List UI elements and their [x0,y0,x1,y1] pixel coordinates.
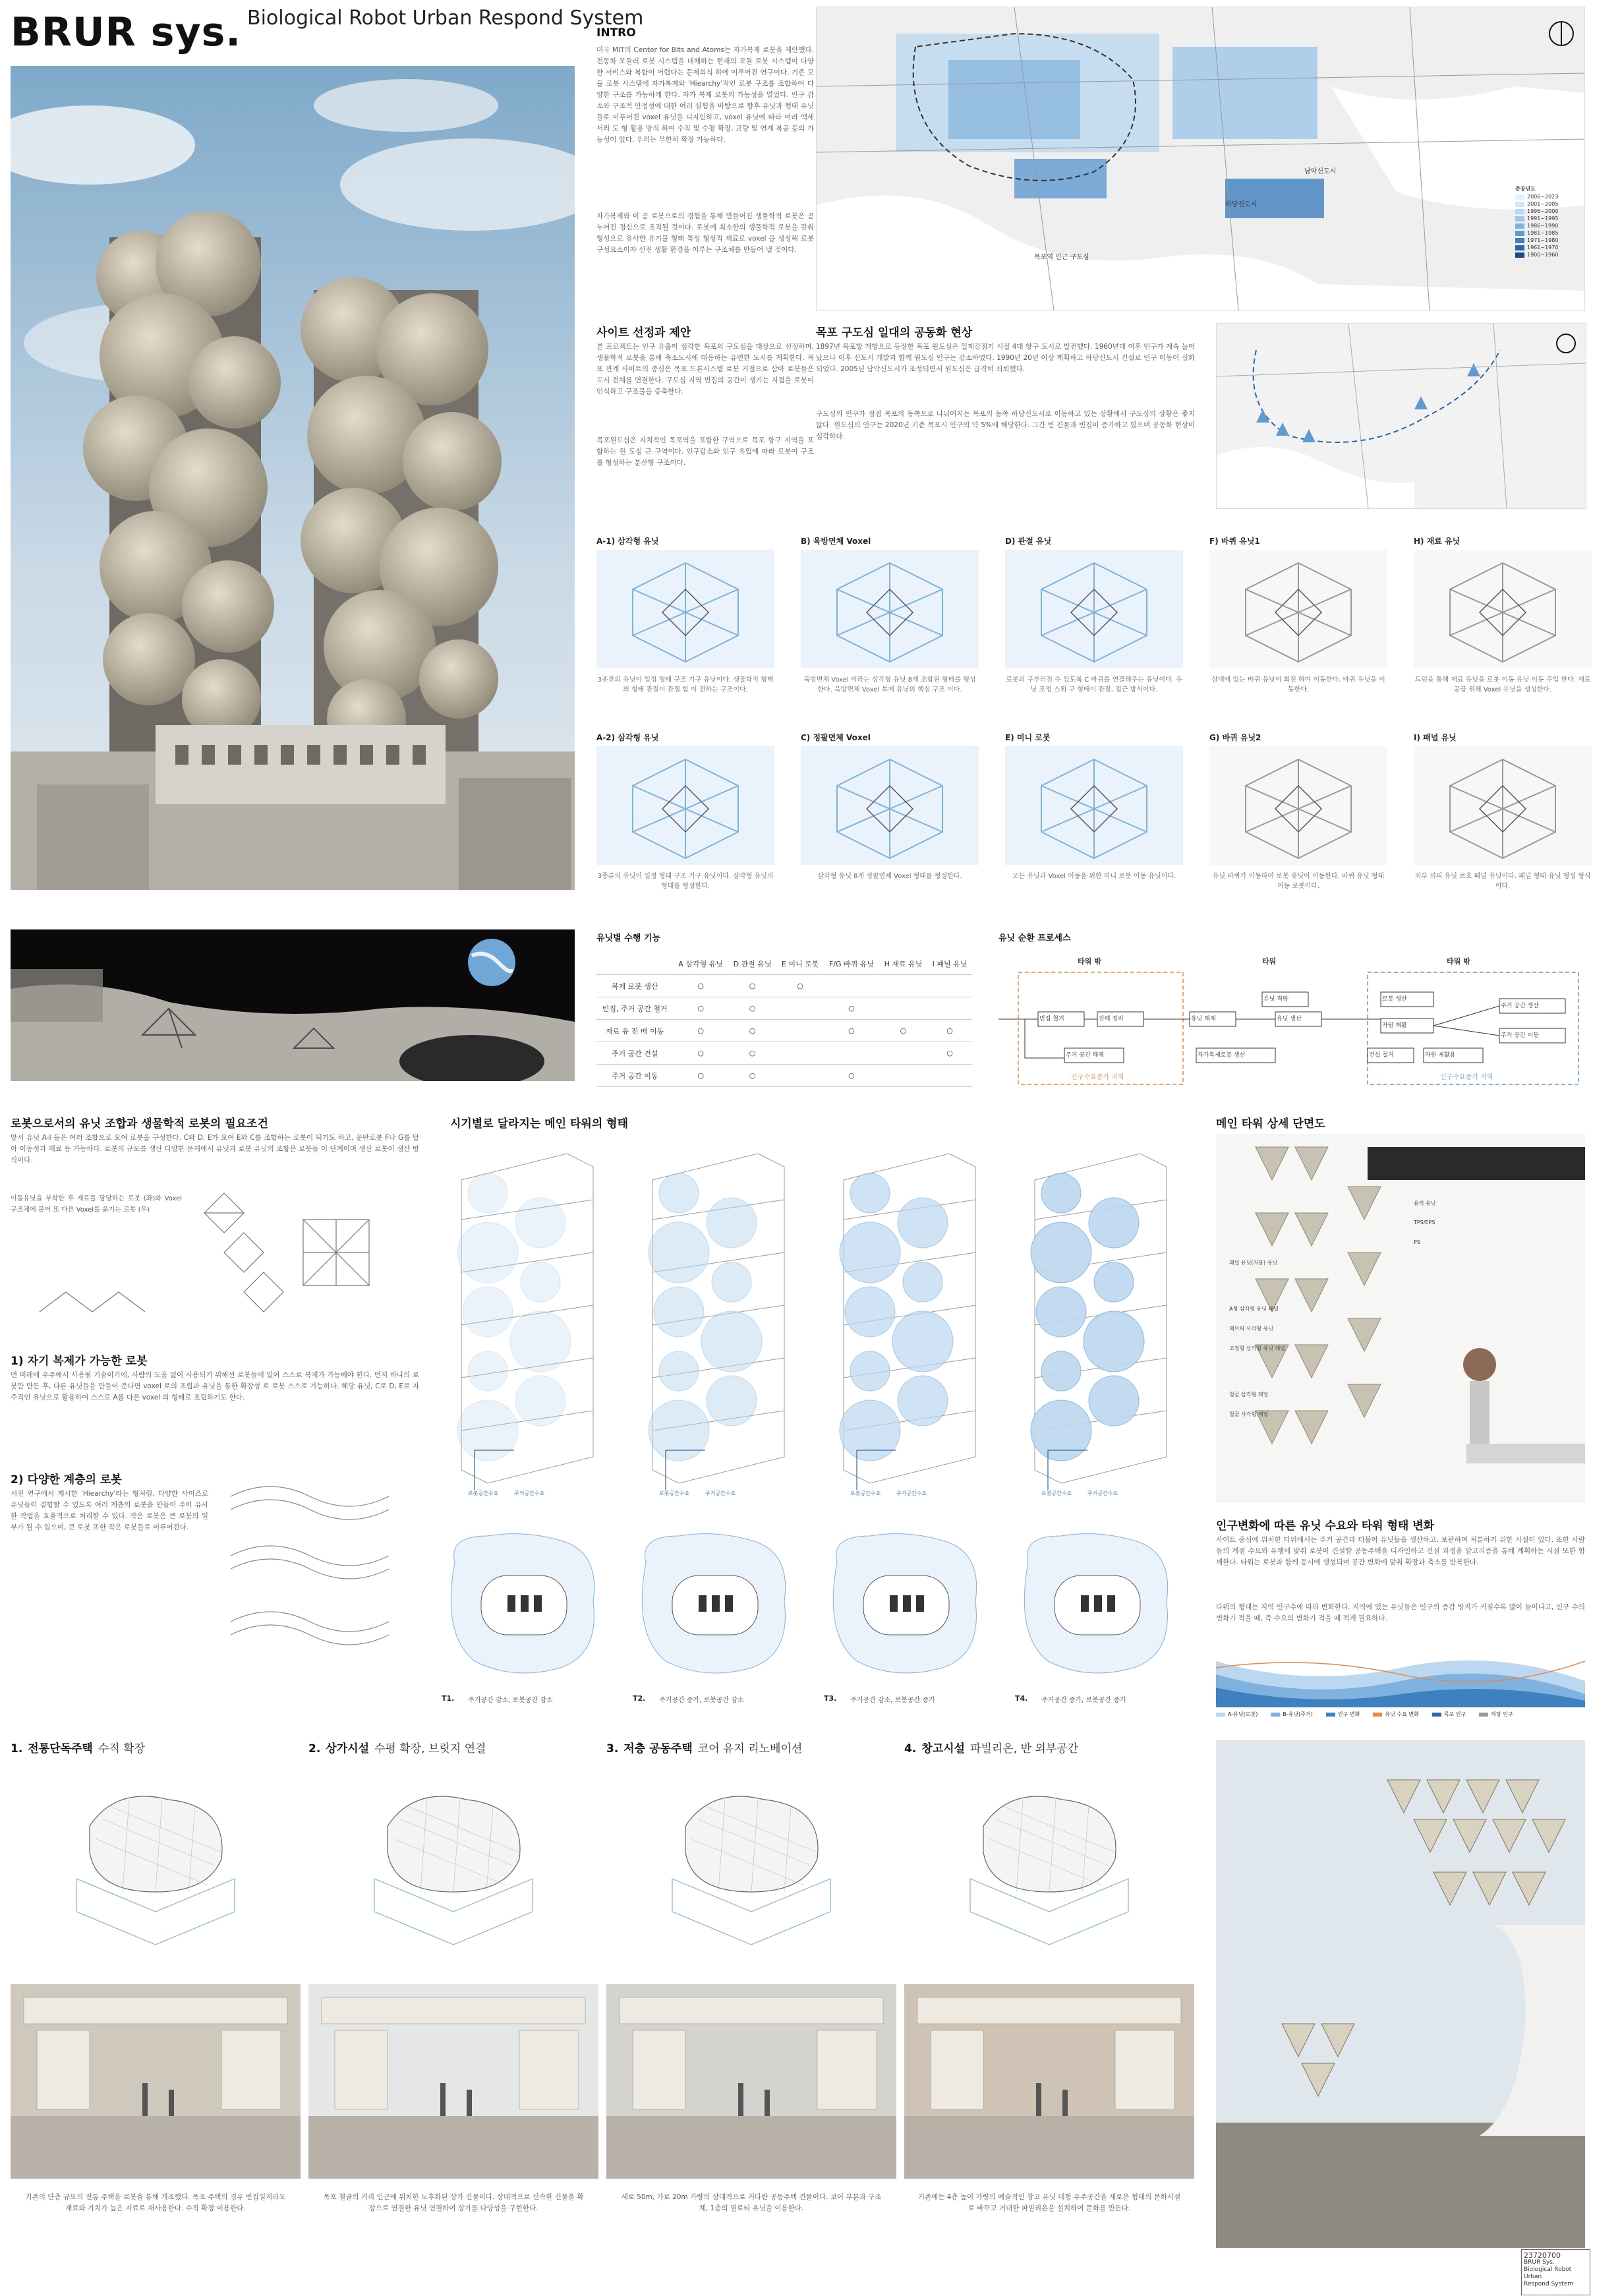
section-label: 철골 사각형 패널 [1229,1411,1269,1417]
robot-t1: 먼 미래에 우주에서 사용될 기술이기에, 사람의 도움 없이 사용되기 위해선 로봇들에 있어 스스로 복제가 가능해야 한다. 먼저 하나의 로봇만 만든 후, 다른 유닛들을 만들어 준다면 voxel 로의 조립과 유닛을 통한 확장성 로 로봇 스스로 가능하다. 해당 유닛, C로 D, E로 자주적인 유닛으로 활용하여 스스로 A를 다른 voxel 의 형태로 조립하기도 한다. [11,1371,419,1401]
map-legend-swatch [1515,252,1524,258]
unit-table-cell: 빈집, 주거 공간 철거 [596,997,673,1020]
demand-legend-swatch [1216,1713,1225,1717]
unit-caption-e: 모든 유닛과 Voxel 이동을 위한 미니 로봇 이동 유닛이다. [1012,873,1176,880]
unit-table-cell: 주거 공간 건설 [596,1042,673,1065]
unit-label-a1: A-1) 삼각형 유닛 [596,537,659,546]
map-label-old: 목포역 인근 구도심 [1034,254,1089,261]
mokpo-heading: 목포 구도심 일대의 공동화 현상 [816,326,973,339]
demand-legend-label: B-유닛(주거) [1283,1711,1313,1717]
demand-legend-item [1432,1711,1466,1718]
interior-photo-svg [904,1984,1194,2179]
unit-table-header-cell: F/G 바퀴 유닛 [824,953,879,975]
unit-table-cell: ○ [728,997,776,1020]
tower-axis-a: 로봇공간수요 [850,1490,881,1496]
map-legend-label: 1991~1995 [1527,216,1559,221]
section-label: A형 삼각형 유닛 패널 [1229,1306,1279,1312]
unit-table-cell: ○ [728,1042,776,1065]
moon-render [11,929,575,1081]
unit-label-b: B) 육방면체 Voxel [801,537,871,546]
unit-table-cell: ○ [728,1065,776,1087]
unit-table-cell [927,997,972,1020]
unit-table-cell [879,975,927,997]
process-note-right: 인구수요증가 지역 [1440,1074,1493,1081]
map-legend-swatch [1515,223,1524,229]
tower-plan-svg [1008,1523,1186,1688]
map-legend-label: 1961~1970 [1527,245,1559,250]
map-legend-label: 1986~1990 [1527,223,1559,229]
map-legend-row [1515,223,1581,229]
tower-forms-heading: 시기별로 달라지는 메인 타워의 형태 [450,1117,629,1131]
unit-caption-a2: 3종류의 유닛이 일정 형태 구조 기구 유닛이다. 삼각형 유닛의 형태를 형성한다. [597,873,774,890]
map-legend-label: 1981~1985 [1527,230,1559,236]
map-legend [1515,185,1581,258]
unit-label-d: D) 관절 유닛 [1005,537,1052,546]
district-map-illustration [1217,324,1586,508]
unit-label-a2: A-2) 삼각형 유닛 [596,733,659,742]
demand-legend-swatch [1373,1713,1382,1717]
demand-legend-swatch [1326,1713,1335,1717]
unit-caption-b: 육방면체 Voxel 이라는 삼각형 유닛 8개 조합된 형태를 형성한다. 육방면체 Voxel 복제 유닛의 핵심 구조 이다. [803,676,976,693]
map-legend-row [1515,230,1581,236]
unit-drawing-svg [596,550,774,668]
unit-drawing-svg [801,746,979,865]
unit-table-header-row [596,953,972,975]
process-heading: 유닛 순환 프로세스 [998,933,1071,943]
process-mid-title: 타워 [1262,957,1277,966]
expansion-sub: 수직 확장 [98,1742,145,1755]
tower-stage-render [817,1140,995,1510]
expansion-header [308,1739,486,1755]
map-legend-swatch [1515,238,1524,243]
demand-legend-label: 인구 변화 [1337,1711,1360,1717]
facade-illustration [1216,1740,1585,2248]
map-legend-swatch [1515,245,1524,250]
interior-photo-caption: 세로 50m, 가로 20m 가량의 상대적으로 커다란 공동주택 건물이다. 코어 부분과 구조체, 1층의 필로티 유닛을 이용한다. [621,2193,882,2212]
unit-table-heading: 유닛별 수행 기능 [596,933,660,943]
unit-table-cell: ○ [927,1042,972,1065]
unit-table-cell: ○ [728,975,776,997]
tower-axis-b: 주거공간수요 [896,1490,927,1496]
process-node: 빈집 철거 [1039,1016,1064,1022]
unit-table-cell: ○ [824,997,879,1020]
unit-table-cell: ○ [824,1020,879,1042]
map-legend-label: 2001~2005 [1527,201,1559,207]
robot-diagram-2 [217,1470,428,1688]
process-node: 건설 철거 [1369,1052,1394,1059]
demand-legend-item [1271,1711,1313,1718]
map-legend-label: 1971~1980 [1527,237,1559,243]
expansion-sub: 파빌리온, 반 외부공간 [970,1742,1079,1755]
demand-legend-swatch [1271,1713,1280,1717]
expansion-drawing-svg [308,1760,598,1951]
map-legend-swatch [1515,209,1524,214]
interior-photo [11,1984,301,2179]
interior-photo-svg [11,1984,301,2179]
expansion-num: 2. [308,1742,321,1755]
tower-stage-code: T4. [1015,1694,1028,1703]
footer-line2: Biological Robot Urban [1524,2266,1572,2280]
expansion-drawing-svg [606,1760,896,1951]
section-label: 패브릭 사각형 유닛 [1229,1326,1273,1332]
interior-photo-svg [308,1984,598,2179]
expansion-title: 상가시설 [326,1742,369,1755]
map-legend-row [1515,208,1581,214]
tower-axis-b: 주거공간수요 [705,1490,736,1496]
tower-stage-svg [626,1140,804,1510]
unit-table-header-cell: H 재료 유닛 [879,953,927,975]
site-heading: 사이트 선정과 제안 [596,326,691,339]
unit-table-header-cell: A 삼각형 유닛 [673,953,728,975]
expansion-sub: 코어 유지 리노베이션 [697,1742,803,1755]
map-legend-swatch [1515,216,1524,221]
moon-illustration [11,929,575,1081]
unit-table-cell [776,1065,824,1087]
tower-stage-render [1008,1140,1186,1510]
unit-table-header-cell: D 관절 유닛 [728,953,776,975]
expansion-drawing-svg [11,1760,301,1951]
tower-stage-code: T1. [442,1694,455,1703]
expansion-drawing-svg [904,1760,1194,1951]
tower-axis-a: 로봇공간수요 [468,1490,499,1496]
unit-label-e: E) 미니 로봇 [1005,733,1051,742]
tower-stage-plan [626,1523,804,1688]
robot-heading: 로봇으로서의 유닛 조합과 생물학적 로봇의 필요조건 [11,1117,268,1131]
intro-text-2: 자가복제와 이 곧 로봇으로의 경험을 통해 만들어진 생물학적 로봇은 곧 누어진 정신으로 조직될 것이다. 로봇에 최소한의 생물학적 로봇을 갖춰 형성으로 유사한 유기물 형태 특성 형성적 재료로 voxel 을 생성해 로봇 구성요소이자 신진 생활 환경을 이루는 구조체를 만들어 낼 것이다. [596,212,814,254]
demand-legend-label: 하당 인구 [1491,1711,1513,1717]
tower-axis-b: 주거공간수요 [514,1490,545,1496]
process-node: 자가복제로봇 생산 [1198,1052,1246,1059]
unit-table-cell [776,997,824,1020]
unit-drawing-b [801,550,979,668]
demand-legend-label: A-유닛(로봇) [1228,1711,1258,1717]
footer-box [1521,2249,1590,2295]
demand-chart [1216,1648,1585,1707]
demand-text: 사이트 중심에 위치한 타워에서는 주거 공간과 더불어 유닛들을 생산하고, 보관하며 처분하기 위한 시설이 있다. 또한 사람들의 계절 수요와 유행에 맞춰 로봇이 건설할 공동주택을 디자인하고 건설 과정을 알고리즘을 통해 계획하는 시설 또한 함께한다. 타워는 로봇과 함께 동시에 생성되며 공간 변화에 맞춰 확장과 축소를 반복한다. [1216,1536,1585,1566]
process-node: 유닛 적량 [1263,996,1288,1003]
unit-caption-f: 삼대에 있는 바퀴 유닛이 회전 하며 이동한다. 바퀴 유닛을 이동한다. [1211,676,1385,693]
footer-line1: BRUR Sys. [1524,2259,1555,2266]
tower-plan-svg [626,1523,804,1688]
expansion-header [11,1739,145,1755]
unit-table-cell: ○ [879,1020,927,1042]
tower-stage-desc: 주거공간 증가, 로봇공간 감소 [659,1697,744,1704]
unit-table-header-cell [596,953,673,975]
demand-legend-swatch [1432,1713,1441,1717]
unit-label-h: H) 재료 유닛 [1414,537,1461,546]
unit-label-i: I) 패널 유닛 [1414,733,1457,742]
unit-caption-h: 드럼을 통해 재료 유닛을 로봇 이동 유닛 이동 주입 한다. 재료 공급 위해 Voxel 유닛을 생성한다. [1414,676,1591,693]
tower-stage-desc: 주거공간 증가, 로봇공간 증가 [1041,1697,1126,1704]
unit-drawing-i [1414,746,1592,865]
unit-drawing-svg [1005,746,1183,865]
unit-table-cell: 복제 로봇 생산 [596,975,673,997]
tower-stage-code: T2. [633,1694,646,1703]
map-legend-label: 2006~2023 [1527,194,1559,200]
unit-drawing-h [1414,550,1592,668]
interior-photo-svg [606,1984,896,2179]
process-diagram [998,953,1585,1091]
tower-stage-plan [1008,1523,1186,1688]
section-drawing [1216,1134,1585,1503]
map-legend-row [1515,201,1581,207]
unit-caption-i: 외부 외피 유닛 보호 패널 유닛이다. 패널 형태 유닛 형성 형식이다. [1414,873,1591,890]
unit-table-row [596,1042,972,1065]
demand-legend-item [1216,1711,1258,1718]
section-label: PS [1414,1239,1420,1245]
tower-stage-render [435,1140,613,1510]
process-right-title: 타워 밖 [1447,957,1470,966]
map-legend-label: 1900~1960 [1527,252,1559,258]
interior-photo [308,1984,598,2179]
expansion-drawing [606,1760,896,1951]
unit-drawing-svg [1209,746,1387,865]
unit-table-cell [879,997,927,1020]
robot-diagram-1 [26,1180,422,1332]
tower-plan-svg [817,1523,995,1688]
demand-text-2: 타워의 형태는 지역 인구수에 따라 변화한다. 지역에 있는 유닛들은 인구의 증감 방지가 커질수록 많이 늘어나고, 인구 수의 변화가 적을 때, 즉 수요의 변화가 적을 때 적게 필요하다. [1216,1603,1585,1622]
map-legend-row [1515,216,1581,221]
unit-table-header-cell: I 패널 유닛 [927,953,972,975]
interior-photo [904,1984,1194,2179]
robot-h1: 1) 자기 복제가 가능한 로봇 [11,1355,148,1368]
section-label: 유리 유닛 [1414,1200,1436,1206]
process-node: 주거 공간 생산 [1501,1003,1539,1009]
city-map [816,7,1585,311]
process-node: 주거 공간 해체 [1066,1052,1104,1059]
map-label-namak: 남악신도시 [1304,168,1337,175]
process-node: 유닛 해체 [1191,1016,1216,1022]
expansion-header [904,1739,1078,1755]
unit-table-cell: ○ [673,1020,728,1042]
unit-table-cell: ○ [673,975,728,997]
map-legend-label: 1996~2000 [1527,208,1559,214]
unit-table [596,953,972,1087]
mokpo-text-2: 구도심의 인구가 점점 목포의 동쪽으로 나뉘어지는 목포의 동쪽 하당신도시로 이동하고 있는 상황에서 구도심의 상황은 좋지 않다. 원도심의 인구는 2020년 기준 목포시 인구의 약 5%에 해당한다. 그간 빈 건물과 빈집이 증가하고 있으며 공동화 현상이 심각하다. [816,410,1195,440]
process-node: 로봇 생산 [1382,996,1407,1003]
tower-axis-b: 주거공간수요 [1087,1490,1118,1496]
robot-h2: 2) 다양한 계층의 로봇 [11,1473,122,1487]
expansion-header [606,1739,802,1755]
section-heading: 메인 타워 상세 단면도 [1216,1117,1325,1131]
section-label: 패널 유닛(지붕) 유닛 [1229,1260,1278,1266]
map-legend-row [1515,245,1581,250]
process-node: 유닛 생산 [1277,1016,1302,1022]
interior-photo-caption: 목포 철골의 거리 인근에 위치한 노후화된 상가 건물이다. 상대적으로 신속한 건물을 확장으로 연결한 유닛 연결하여 상가를 다양성을 구현한다. [323,2193,584,2212]
process-note-left: 인구수요증가 지역 [1071,1074,1124,1081]
interior-photo [606,1984,896,2179]
unit-drawing-svg [801,550,979,668]
robot-note: 이동유닛을 부착한 후 재료를 담당하는 로봇 (좌)와 Voxel 구조체에 붙어 또 다른 Voxel를 옮기는 로봇 (우) [11,1195,182,1214]
robot-diagram-1-svg [26,1180,422,1332]
unit-label-f: F) 바퀴 유닛1 [1209,537,1260,546]
section-label: 고정형 삼각형 유닛 패널 [1229,1345,1285,1351]
tower-stage-plan [435,1523,613,1688]
interior-photo-caption: 기존의 단층 규모의 전통 주택을 로봇을 통해 개조했다. 목조 주택의 경우 빈집일지라도 재료와 가치가 높은 자료로 재사용한다. 수직 확장 이용한다. [25,2193,286,2212]
unit-drawing-g [1209,746,1387,865]
poster-title: BRUR sys. [11,9,242,55]
unit-table-cell: ○ [728,1020,776,1042]
demand-legend [1216,1711,1585,1718]
expansion-drawing [308,1760,598,1951]
unit-table-row [596,997,972,1020]
unit-table-cell: ○ [673,1065,728,1087]
map-legend-title: 준공년도 [1515,186,1536,192]
unit-drawing-svg [1005,550,1183,668]
map-legend-swatch [1515,202,1524,207]
expansion-drawing [11,1760,301,1951]
unit-label-c: C) 정팔면체 Voxel [801,733,871,742]
process-node: 자원 재활용 [1425,1052,1456,1059]
robot-text: 앞서 유닛 A-I 등은 여러 조합으로 모여 로봇을 구성한다. C와 D, E가 모여 E와 C를 조합하는 로봇이 되기도 하고, 운반로봇 F나 G를 달아 이동성과 재료 등 가능하다. 로봇의 규모를 생산 다양한 문제에서 유닛과 로봇 유닛의 조합은 로봇들 이 단계이며 생산 로봇이 생산 방식이다. [11,1134,419,1164]
unit-drawing-d [1005,550,1183,668]
map-legend-swatch [1515,231,1524,236]
unit-drawing-svg [1414,550,1592,668]
process-node: 잔해 정리 [1099,1016,1124,1022]
tower-stage-render [626,1140,804,1510]
footer-code: 23720700 [1524,2251,1561,2260]
expansion-title: 전통단독주택 [28,1742,93,1755]
unit-caption-c: 삼각형 유닛 8개 정팔면체 Voxel 형태를 형성한다. [817,873,962,880]
tower-axis-a: 로봇공간수요 [659,1490,690,1496]
expansion-title: 창고시설 [921,1742,965,1755]
expansion-drawing [904,1760,1194,1951]
demand-legend-item [1326,1711,1360,1718]
tower-plan-svg [435,1523,613,1688]
unit-drawing-svg [1209,550,1387,668]
unit-drawing-svg [596,746,774,865]
unit-drawing-a1 [596,550,774,668]
expansion-num: 1. [11,1742,23,1755]
unit-drawing-a2 [596,746,774,865]
unit-table-cell [927,975,972,997]
unit-table-header-cell: E 미니 로봇 [776,953,824,975]
interior-photo-caption: 기존에는 4층 높이 가량의 예술적인 창고 유닛 대형 우주공간을 새로운 형태의 문화시설로 바꾸고 거대한 파빌리온을 설치하여 문화를 만든다. [917,2193,1181,2212]
unit-caption-d: 로봇의 구부러짐 수 있도록 C 바퀴를 연결해주는 유닛이다. 유닛 조정 스위 구 형태이 관절, 접근 방식이다. [1006,676,1182,693]
section-label: 철골 삼각형 패널 [1229,1392,1269,1398]
tower-stage-svg [817,1140,995,1510]
unit-caption-a1: 3종류의 유닛이 일정 형태 구조 기구 유닛이다. 생물학적 형태의 형태 관절이 관절 힘 이 전하는 구조이다. [597,676,774,693]
unit-table-cell: 주거 공간 이동 [596,1065,673,1087]
demand-legend-label: 유닛 수요 변화 [1385,1711,1419,1717]
tower-stage-svg [1008,1140,1186,1510]
unit-drawing-f [1209,550,1387,668]
intro-heading: INTRO [596,26,636,40]
robot-diagram-2-svg [217,1470,428,1688]
demand-chart-svg [1216,1648,1585,1707]
map-label-hadang: 하당신도시 [1225,201,1258,208]
unit-drawing-e [1005,746,1183,865]
expansion-sub: 수평 확장, 브릿지 연결 [374,1742,486,1755]
process-node: 자원 재활 [1382,1022,1407,1029]
poster-subtitle: Biological Robot Urban Respond System [247,7,644,30]
unit-drawing-svg [1414,746,1592,865]
demand-legend-swatch [1479,1713,1488,1717]
site-text: 본 프로젝트는 인구 유출이 심각한 목포의 구도심을 대상으로 선정하며, 생물학적 로봇을 통해 축소도시에 대응하는 유연한 도시를 계획한다. 목포 관계 사이트의 중심은 목포 드론시스템 로봇 거점으로 삼아 로봇들은 도시 전체를 연결한다. 구도심 지역 빈집의 공간이 생기는 지점을 로봇이 인식하고 구조물을 증축한다. [596,343,814,396]
demand-legend-item [1479,1711,1513,1718]
hero-tower-render [11,66,575,890]
unit-table-row [596,1065,972,1087]
map-legend-row [1515,237,1581,243]
facade-render [1216,1740,1585,2248]
demand-heading: 인구변화에 따른 유닛 수요와 타워 형태 변화 [1216,1519,1435,1533]
robot-t2: 서전 연구에서 제시한 'Hiearchy'라는 형처럼, 다양한 사이즈로 유닛들이 결합할 수 있도록 여러 계층의 로봇을 만들어 주어 유사한 작업을 효율적으로 처리할 수 있다. 작은 로봇은 큰 로봇의 일부가 될 수 있으며, 큰 로봇 또한 작은 로봇들로 이루어진다. [11,1490,208,1531]
tower-stage-plan [817,1523,995,1688]
process-left-title: 타워 밖 [1078,957,1101,966]
unit-table-row [596,1020,972,1042]
unit-table-cell: ○ [776,975,824,997]
footer-line3: Respond System [1524,2281,1574,2287]
process-node: 주거 공간 이동 [1501,1032,1539,1039]
demand-legend-item [1373,1711,1418,1718]
unit-table-cell [879,1042,927,1065]
mokpo-text: 1897년 목포항 개항으로 등장한 목포 원도심은 일제강점기 시절 4대 항구 도시로 발전했다. 1960년대 이후 인구가 계속 늘어났으나 이후 신도시 개발과 함께 원도심 인구는 감소하였다. 1990년 20년 이상 계획하고 하당신도시 건설로 인구 이동이 심화 되었다. 2005년 남악신도시가 조성되면서 원도심은 급격히 쇠퇴했다. [816,343,1195,373]
expansion-title: 저층 공동주택 [623,1742,693,1755]
site-text-2: 목포원도심은 자치적인 목포역을 포함한 구역으로 목포 항구 지역을 포함하는 원 도심 근 구역이다. 인구감소와 인구 유입에 따라 로봇이 구조를 형성하는 분산형 구조이다. [596,436,814,467]
intro-text: 미국 MIT의 Center for Bits and Atoms는 자가복제 로봇을 제안했다. 전동차 모듈러 로봇 시스템을 대체하는 현재의 모듈 로봇 시스템이 다양한 서비스와 복합이 어렵다는 문제의식 하에 이루어진 연구이다. 기존 모듈 로봇 시스템에 자가복제와 'Hiearchy'적인 로봇 구조를 조합하여 다양한 구조를 가능하게 한다. 자가 복제 로봇의 가능성을 열었다. 인구 감소와 구조적 안정성에 대한 여러 실험을 바탕으로 향후 유닛과 형태 유닛들로 이루어진 voxel 유닛을 디자인하고, voxel 유닛에 따라 여러 액세서리 도 형 활용 방식 하여 수직 및 수평 확장, 교량 및 연계 복공 등의 가능성이 있다. 우리는 무한히 확장 가능하다. [596,46,814,144]
unit-table-cell: ○ [673,997,728,1020]
map-legend-row [1515,252,1581,258]
expansion-num: 3. [606,1742,619,1755]
unit-table-cell: 재료 유 전 배 이동 [596,1020,673,1042]
unit-table-cell [879,1065,927,1087]
tower-axis-a: 로봇공간수요 [1041,1490,1072,1496]
unit-caption-g: 유닛 바퀴가 이동하여 로봇 유닛이 이동한다. 바퀴 유닛 형태 이동 로봇이다. [1212,873,1385,890]
unit-table-cell [776,1042,824,1065]
unit-table-cell: ○ [673,1042,728,1065]
expansion-num: 4. [904,1742,917,1755]
tower-stage-desc: 주거공간 감소, 로봇공간 감소 [468,1697,553,1704]
hero-tower-illustration [11,66,575,890]
tower-stage-svg [435,1140,613,1510]
map-illustration [817,7,1584,310]
demand-legend-label: 목포 인구 [1443,1711,1466,1717]
unit-table-cell: ○ [927,1020,972,1042]
tower-stage-desc: 주거공간 감소, 로봇공간 증가 [850,1697,935,1704]
unit-table-row [596,975,972,997]
unit-table-cell [824,975,879,997]
unit-table-cell [927,1065,972,1087]
unit-table-cell: ○ [824,1065,879,1087]
unit-table-cell [776,1020,824,1042]
section-drawing-svg [1216,1134,1585,1503]
section-label: TPS/EPS [1414,1220,1435,1225]
map-legend-row [1515,194,1581,200]
map-legend-swatch [1515,194,1524,200]
district-map [1216,323,1586,509]
tower-stage-code: T3. [824,1694,837,1703]
unit-label-g: G) 바퀴 유닛2 [1209,733,1261,742]
unit-drawing-c [801,746,979,865]
unit-table-cell [824,1042,879,1065]
